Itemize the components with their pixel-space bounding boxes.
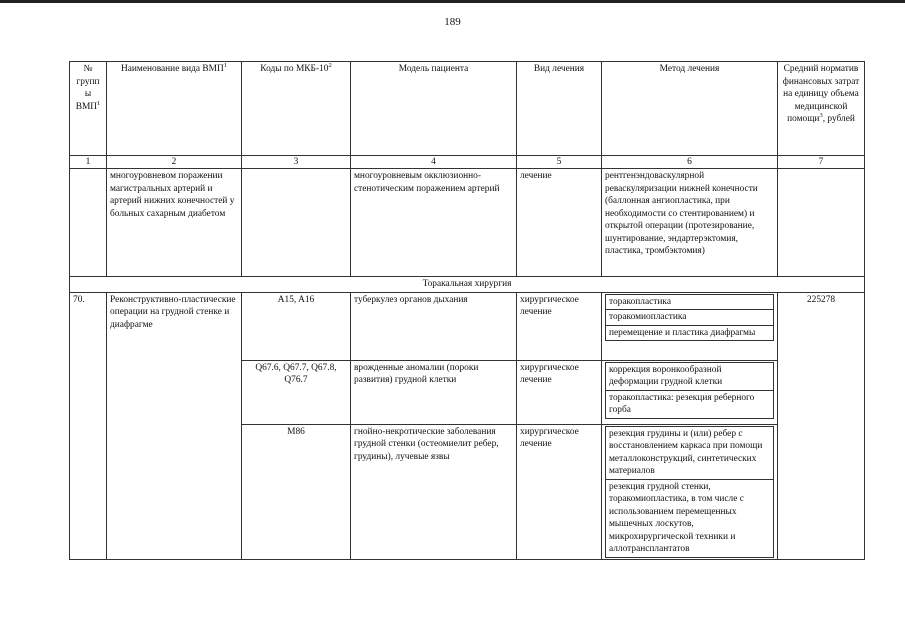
table-row — [70, 292, 865, 360]
method-list — [605, 362, 774, 419]
treatment-type: хирургическое лечение — [517, 424, 602, 559]
header-treatment-method: Метод лечения — [602, 62, 778, 156]
vmp-table — [69, 61, 865, 560]
patient-model: туберкулез органов дыхания — [351, 292, 517, 360]
column-number: 3 — [242, 156, 351, 169]
method-item: торакопластика — [606, 294, 774, 310]
header-patient-model: Модель пациента — [351, 62, 517, 156]
icd-codes: A15, A16 — [242, 292, 351, 360]
continuation-name: многоуровневом поражении магистральных артерий и артерий нижних конечностей у больных сахарным диабетом — [107, 169, 242, 277]
method-cell — [602, 424, 778, 559]
continuation-group-cell — [70, 169, 107, 277]
continuation-treatment: лечение — [517, 169, 602, 277]
header-cost-standard: Средний норматив финансовых затрат на единицу объема медицинской помощи$^3$, рублей — [778, 62, 865, 156]
section-title: Торакальная хирургия — [70, 277, 865, 293]
continuation-codes-cell — [242, 169, 351, 277]
section-row — [70, 277, 865, 293]
method-item: торакомиопластика — [606, 310, 774, 326]
method-item: резекция грудины и (или) ребер с восстановлением каркаса при помощи металлоконструкций, синтетических материалов — [606, 426, 774, 479]
column-number: 5 — [517, 156, 602, 169]
header-vmp-name: Наименование вида ВМП$^1$ — [107, 62, 242, 156]
continuation-model: многоуровневым окклюзионно-стенотическим поражением артерий — [351, 169, 517, 277]
method-item: коррекция воронкообразной деформации грудной клетки — [606, 362, 774, 390]
treatment-type: хирургическое лечение — [517, 292, 602, 360]
continuation-row — [70, 169, 865, 277]
method-cell — [602, 360, 778, 424]
column-number: 4 — [351, 156, 517, 169]
header-treatment-type: Вид лечения — [517, 62, 602, 156]
method-item: перемещение и пластика диафрагмы — [606, 325, 774, 341]
method-cell — [602, 292, 778, 360]
vmp-name: Реконструктивно-пластические операции на грудной стенке и диафрагме — [107, 292, 242, 559]
column-number: 6 — [602, 156, 778, 169]
patient-model: гнойно-некротические заболевания грудной стенки (остеомиелит ребер, грудины), лучевые язвы — [351, 424, 517, 559]
top-border-line — [0, 0, 905, 3]
patient-model: врожденные аномалии (пороки развития) грудной клетки — [351, 360, 517, 424]
method-list — [605, 426, 774, 558]
cost-value: 225278 — [778, 292, 865, 559]
column-number: 7 — [778, 156, 865, 169]
header-group-number: № групп ы ВМП$^1$ — [70, 62, 107, 156]
column-number-row — [70, 156, 865, 169]
header-row — [70, 62, 865, 156]
column-number: 2 — [107, 156, 242, 169]
icd-codes: Q67.6, Q67.7, Q67.8, Q76.7 — [242, 360, 351, 424]
continuation-method: рентгенэндоваскулярной реваскуляризации нижней конечности (баллонная ангиопластика, при необходимости со стентированием) и открытой операции (протезирование, шунтирование, эндартерэктомия, пластика, тромбэктомия) — [602, 169, 778, 277]
group-number: 70. — [70, 292, 107, 559]
method-item: торакопластика: резекция реберного горба — [606, 390, 774, 418]
method-item: резекция грудной стенки, торакомиопластика, в том числе с использованием перемещенных мышечных лоскутов, микрохирургической техники и аллотрансплантатов — [606, 479, 774, 557]
continuation-cost-cell — [778, 169, 865, 277]
header-icd-codes: Коды по МКБ-$10^2$ — [242, 62, 351, 156]
method-list — [605, 294, 774, 342]
page-number: 189 — [444, 16, 461, 28]
treatment-type: хирургическое лечение — [517, 360, 602, 424]
icd-codes: M86 — [242, 424, 351, 559]
column-number: 1 — [70, 156, 107, 169]
